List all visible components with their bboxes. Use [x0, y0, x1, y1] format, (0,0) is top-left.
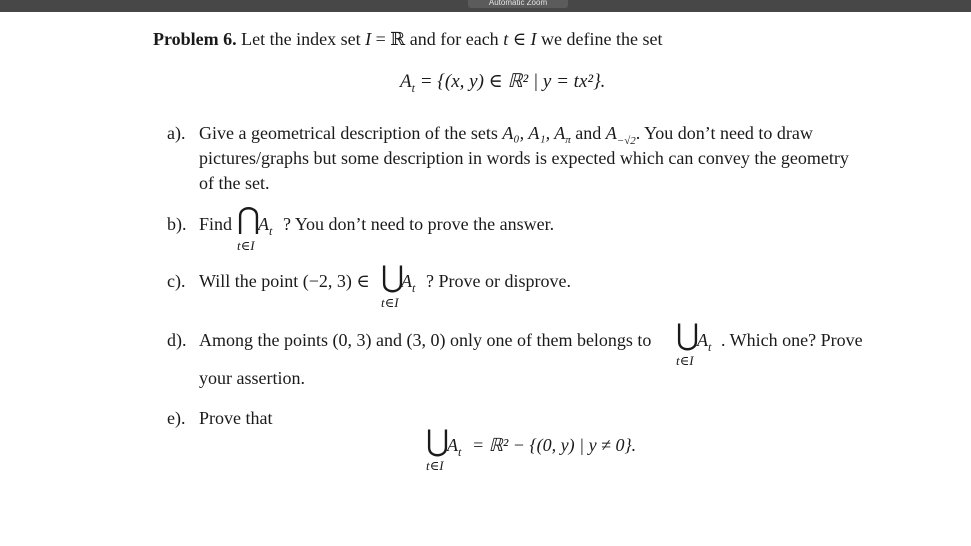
intro-end: we define the set [541, 29, 663, 49]
part-a-sets: A₀, A₁, A [502, 123, 566, 143]
part-c-post: ? Prove or disprove. [426, 271, 571, 291]
part-b-set-sub: t [269, 224, 273, 238]
part-a-line1-post: . You don’t need to draw [635, 123, 813, 143]
set-definition [400, 71, 605, 94]
part-e-rhs: = ℝ² − {(0, y) | y ≠ 0}. [472, 435, 637, 455]
index-set-symbol-2: I [530, 29, 537, 49]
part-c-set-sub: t [412, 281, 416, 295]
part-d-set: $A_t$ [697, 330, 712, 354]
part-c-index: t∈I [381, 295, 399, 310]
part-a-pi-sub: π [565, 134, 571, 146]
part-e-text: Prove that [199, 408, 273, 428]
part-c-set: $A_t$ [401, 271, 416, 295]
viewer-toolbar [0, 0, 971, 12]
part-e-set: $A_t$ [447, 435, 462, 459]
part-d-index: t∈I [676, 353, 694, 368]
intro-eq: = ℝ and for each [375, 29, 499, 49]
big-union-symbol-e: ⋃ [426, 425, 449, 458]
set-A: A [400, 71, 412, 92]
part-b-post: ? You don’t need to prove the answer. [283, 214, 555, 234]
part-b-pre: Find [199, 214, 233, 234]
problem-statement [153, 28, 662, 50]
big-union-symbol-d: ⋃ [676, 319, 699, 352]
big-union-symbol-c: ⋃ [381, 261, 404, 294]
part-e-set-sub: t [458, 445, 462, 459]
zoom-select[interactable]: Automatic Zoom [468, 0, 568, 8]
part-b-marker: b). [167, 214, 187, 234]
part-b-set: $A_t$ [258, 214, 273, 238]
set-definition-rhs: = {(x, y) ∈ ℝ² | y = tx²}. [419, 71, 606, 92]
part-a-neg-root-sub: −√2 [616, 135, 636, 147]
part-d-marker: d). [167, 330, 187, 350]
intro-text: Let the index set [241, 29, 361, 49]
part-d-pre: Among the points (0, 3) and (3, 0) only one of them belongs to [199, 330, 652, 350]
t-symbol: t [503, 29, 509, 49]
set-subscript: t [411, 81, 415, 95]
part-a-and: and [575, 123, 602, 143]
part-e-marker: e). [167, 408, 186, 428]
index-set-symbol: I [365, 29, 372, 49]
part-a-set-neg-root: A [605, 123, 617, 143]
part-e-index: t∈I [426, 458, 444, 473]
part-a-line2: pictures/graphs but some description in words is expected which can convey the geometry [199, 148, 849, 168]
part-a-line3: of the set. [199, 173, 270, 193]
part-d-set-sub: t [708, 340, 712, 354]
part-d-line2: your assertion. [199, 368, 305, 388]
part-a-line1 [199, 122, 813, 147]
part-c-pre: Will the point (−2, 3) ∈ [199, 271, 370, 291]
problem-label: Problem 6. [153, 29, 237, 49]
part-a-pre: Give a geometrical description of the sets [199, 123, 498, 143]
part-c-marker: c). [167, 271, 186, 291]
part-d-post: . Which one? Prove [721, 330, 863, 350]
big-intersection-symbol: ⋂ [237, 203, 260, 236]
in-symbol: ∈ [512, 29, 527, 49]
part-b-index: t∈I [237, 238, 255, 253]
part-a-marker: a). [167, 123, 186, 143]
